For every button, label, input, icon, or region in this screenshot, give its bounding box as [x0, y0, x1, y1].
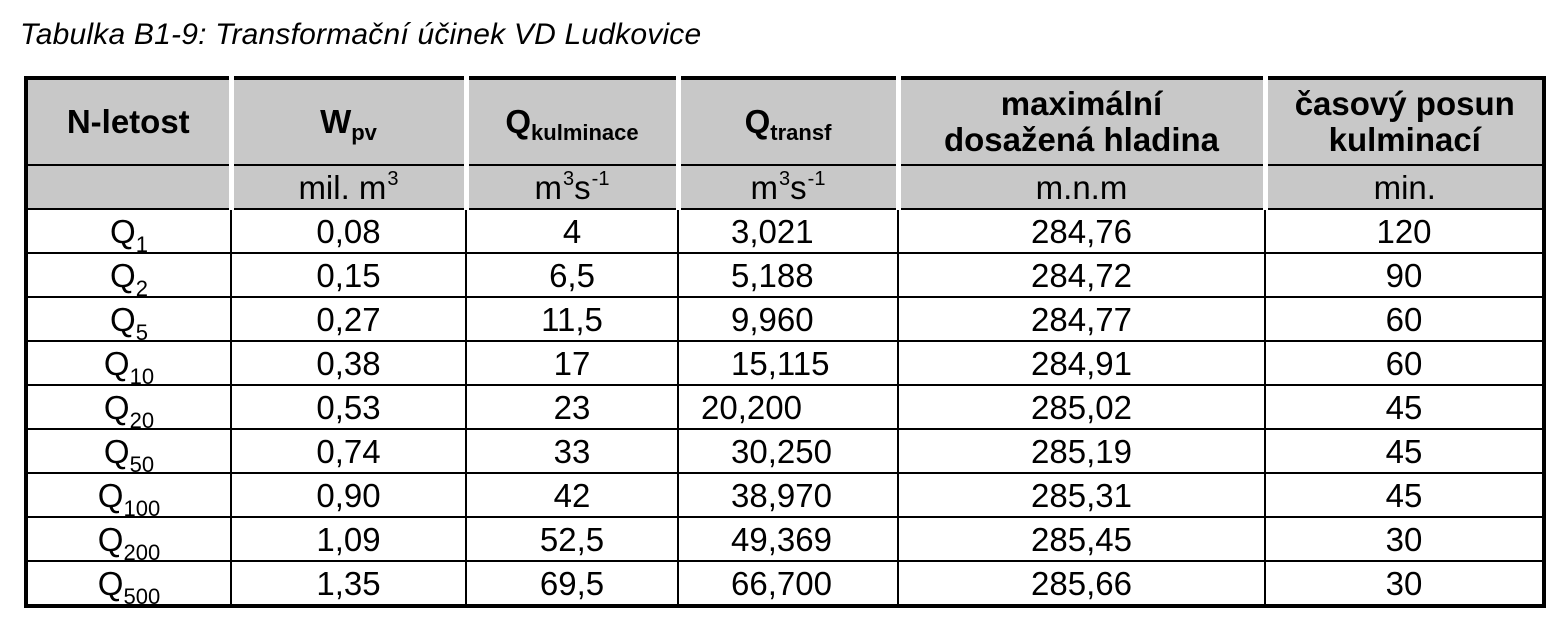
cell-posun: 120	[1265, 209, 1544, 253]
table-row	[26, 561, 1544, 606]
cell-q: $Q_5$	[26, 297, 231, 341]
cell-posun: 45	[1265, 473, 1544, 517]
cell-hladina: 284,77	[898, 297, 1265, 341]
cell-qk: 23	[466, 385, 678, 429]
cell-q: $Q_{20}$	[26, 385, 231, 429]
cell-posun: 30	[1265, 561, 1544, 606]
cell-qk: 6,5	[466, 253, 678, 297]
cell-q: $Q_{10}$	[26, 341, 231, 385]
cell-posun: 45	[1265, 429, 1544, 473]
cell-qt: 30,250	[678, 429, 898, 473]
cell-wpv: 1,09	[231, 517, 466, 561]
table-row	[26, 473, 1544, 517]
cell-qt: 5,188	[678, 253, 898, 297]
table-row	[26, 385, 1544, 429]
cell-hladina: 285,02	[898, 385, 1265, 429]
cell-wpv: 0,38	[231, 341, 466, 385]
cell-wpv: 0,53	[231, 385, 466, 429]
cell-qk: 69,5	[466, 561, 678, 606]
cell-q: $Q_1$	[26, 209, 231, 253]
cell-posun: 45	[1265, 385, 1544, 429]
cell-qt: 9,960	[678, 297, 898, 341]
header-q-transf: $Q_{transf}$	[678, 78, 898, 165]
cell-qk: 52,5	[466, 517, 678, 561]
cell-qt: 20,200	[678, 385, 898, 429]
cell-q: $Q_{500}$	[26, 561, 231, 606]
table-row	[26, 253, 1544, 297]
unit-hladina: m.n.m	[898, 165, 1265, 209]
cell-qk: 42	[466, 473, 678, 517]
cell-wpv: 0,08	[231, 209, 466, 253]
header-hladina: maximální dosažená hladina	[898, 78, 1265, 165]
unit-qt: $m^3s^{-1}$	[678, 165, 898, 209]
cell-qt: 15,115	[678, 341, 898, 385]
table-row	[26, 517, 1544, 561]
unit-wpv: mil. $m^3$	[231, 165, 466, 209]
unit-nletost	[26, 165, 231, 209]
table-row	[26, 429, 1544, 473]
unit-posun: min.	[1265, 165, 1544, 209]
transformation-table	[24, 76, 1546, 608]
cell-hladina: 284,72	[898, 253, 1265, 297]
cell-qk: 17	[466, 341, 678, 385]
cell-hladina: 285,66	[898, 561, 1265, 606]
cell-hladina: 284,76	[898, 209, 1265, 253]
cell-qk: 11,5	[466, 297, 678, 341]
cell-q: $Q_{100}$	[26, 473, 231, 517]
cell-qt: 49,369	[678, 517, 898, 561]
cell-wpv: 0,15	[231, 253, 466, 297]
cell-wpv: 1,35	[231, 561, 466, 606]
units-row	[26, 165, 1544, 209]
header-nletost: N-letost	[26, 78, 231, 165]
header-wpv-sub: pv	[351, 119, 377, 145]
cell-qt: 66,700	[678, 561, 898, 606]
cell-qk: 33	[466, 429, 678, 473]
cell-hladina: 285,45	[898, 517, 1265, 561]
table-caption: Tabulka B1-9: Transformační účinek VD Ludkovice	[20, 18, 702, 51]
table-row	[26, 341, 1544, 385]
cell-hladina: 285,31	[898, 473, 1265, 517]
table-row	[26, 209, 1544, 253]
cell-q: $Q_2$	[26, 253, 231, 297]
cell-hladina: 284,91	[898, 341, 1265, 385]
cell-q: $Q_{200}$	[26, 517, 231, 561]
cell-posun: 60	[1265, 297, 1544, 341]
header-q-kulminace: $Q_{kulminace}$	[466, 78, 678, 165]
header-qk-sub: kulminace	[531, 119, 639, 145]
header-wpv: $W_{pv}$	[231, 78, 466, 165]
cell-wpv: 0,74	[231, 429, 466, 473]
header-posun: časový posun kulminací	[1265, 78, 1544, 165]
cell-hladina: 285,19	[898, 429, 1265, 473]
cell-qt: 3,021	[678, 209, 898, 253]
cell-posun: 30	[1265, 517, 1544, 561]
cell-wpv: 0,90	[231, 473, 466, 517]
header-row	[26, 78, 1544, 165]
table-row	[26, 297, 1544, 341]
unit-qk: $m^3s^{-1}$	[466, 165, 678, 209]
cell-wpv: 0,27	[231, 297, 466, 341]
header-qt-sub: transf	[770, 119, 832, 145]
cell-q: $Q_{50}$	[26, 429, 231, 473]
cell-qk: 4	[466, 209, 678, 253]
cell-posun: 60	[1265, 341, 1544, 385]
cell-qt: 38,970	[678, 473, 898, 517]
cell-posun: 90	[1265, 253, 1544, 297]
